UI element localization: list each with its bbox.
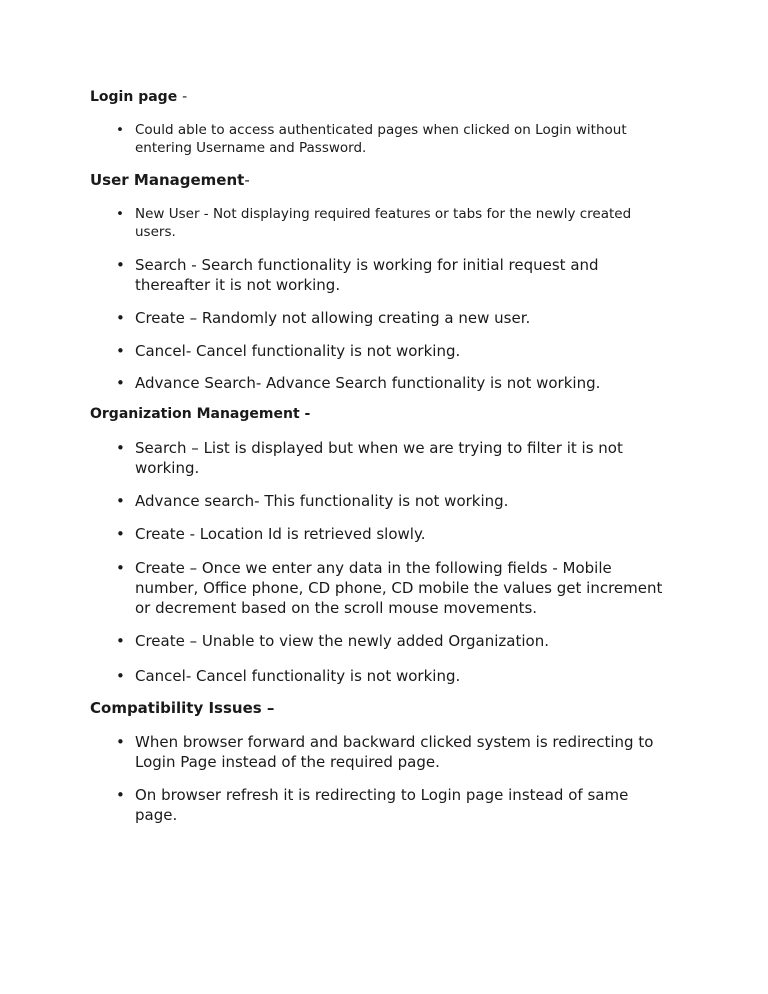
list-item: On browser refresh it is redirecting to Login page instead of same page. xyxy=(135,786,629,824)
bullet-icon: • xyxy=(116,374,125,392)
section-heading-login-page xyxy=(90,89,187,105)
bullet-icon: • xyxy=(116,733,125,751)
list-item: Search – List is displayed but when we are trying to filter it is not working. xyxy=(135,439,623,477)
bullet-icon: • xyxy=(116,439,125,457)
list-item: When browser forward and backward clicked system is redirecting to Login Page instead of the required page. xyxy=(135,733,654,771)
list-item: Create - Location Id is retrieved slowly. xyxy=(135,525,426,543)
heading-text: Compatibility Issues – xyxy=(90,699,275,717)
bullet-icon: • xyxy=(116,309,125,327)
bullet-icon: • xyxy=(116,492,125,510)
list-item: Create – Unable to view the newly added Organization. xyxy=(135,632,549,650)
list-item: Advance search- This functionality is not working. xyxy=(135,492,509,510)
bullet-icon: • xyxy=(116,206,124,222)
heading-text: Login page xyxy=(90,89,183,105)
list-item: Cancel- Cancel functionality is not working. xyxy=(135,667,461,685)
bullet-icon: • xyxy=(116,256,125,274)
list-item: Could able to access authenticated pages when clicked on Login without entering Username and Password. xyxy=(135,122,627,156)
heading-suffix: - xyxy=(182,89,188,105)
list-item: Cancel- Cancel functionality is not working. xyxy=(135,342,461,360)
bullet-icon: • xyxy=(116,122,124,138)
heading-suffix: - xyxy=(244,171,250,189)
bullet-icon: • xyxy=(116,786,125,804)
list-item: Advance Search- Advance Search functionality is not working. xyxy=(135,374,601,392)
heading-text: Organization Management - xyxy=(90,406,311,422)
bullet-icon: • xyxy=(116,632,125,650)
bullet-icon: • xyxy=(116,342,125,360)
section-heading-organization-management xyxy=(90,406,310,422)
bullet-icon: • xyxy=(116,667,125,685)
bullet-icon: • xyxy=(116,525,125,543)
heading-text: User Management xyxy=(90,171,245,189)
section-heading-user-management xyxy=(90,171,250,189)
bullet-icon: • xyxy=(116,559,125,577)
list-item: Create – Randomly not allowing creating a new user. xyxy=(135,309,531,327)
list-item: New User - Not displaying required features or tabs for the newly created users. xyxy=(135,206,632,240)
section-heading-compatibility-issues xyxy=(90,699,274,717)
list-item: Search - Search functionality is working for initial request and thereafter it is not working. xyxy=(135,256,599,294)
list-item: Create – Once we enter any data in the following fields - Mobile number, Office phone, CD phone, CD mobile the values get increment or decrement based on the scroll mouse movements. xyxy=(135,559,663,617)
